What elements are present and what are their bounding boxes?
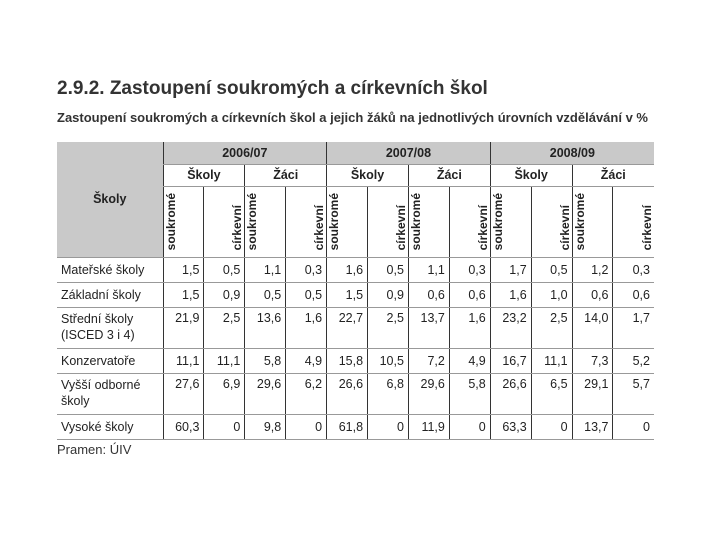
value-cell: 10,5 [368,348,409,373]
value-cell: 13,7 [408,307,449,348]
row-label: Základní školy [57,282,163,307]
value-cell: 0 [613,414,654,439]
value-cell: 6,9 [204,373,245,414]
value-cell: 1,7 [613,307,654,348]
value-cell: 4,9 [449,348,490,373]
value-cell: 29,6 [245,373,286,414]
source-note: Pramen: ÚIV [57,442,132,457]
subcol-header: církevní [368,186,409,257]
corner-header: Školy [57,142,163,257]
value-cell: 14,0 [572,307,613,348]
value-cell: 5,7 [613,373,654,414]
value-cell: 0,6 [613,282,654,307]
value-cell: 2,5 [204,307,245,348]
table-row [57,257,654,282]
row-label: Vysoké školy [57,414,163,439]
value-cell: 0 [286,414,327,439]
value-cell: 0,6 [408,282,449,307]
subcol-header: církevní [531,186,572,257]
value-cell: 16,7 [490,348,531,373]
group-header: Žáci [245,164,327,186]
group-header: Žáci [408,164,490,186]
year-header: 2007/08 [327,142,491,164]
group-header: Školy [327,164,409,186]
value-cell: 0,3 [449,257,490,282]
subcol-header: soukromé [245,186,286,257]
table-row [57,282,654,307]
value-cell: 9,8 [245,414,286,439]
value-cell: 7,3 [572,348,613,373]
value-cell: 1,1 [245,257,286,282]
group-header: Školy [163,164,245,186]
subcol-header: církevní [449,186,490,257]
value-cell: 0,3 [613,257,654,282]
value-cell: 1,6 [327,257,368,282]
value-cell: 6,2 [286,373,327,414]
value-cell: 11,1 [531,348,572,373]
value-cell: 11,1 [163,348,204,373]
value-cell: 0,5 [245,282,286,307]
row-label: Střední školy (ISCED 3 i 4) [57,307,163,348]
value-cell: 2,5 [531,307,572,348]
value-cell: 2,5 [368,307,409,348]
value-cell: 1,5 [163,282,204,307]
value-cell: 0 [449,414,490,439]
value-cell: 23,2 [490,307,531,348]
value-cell: 1,5 [327,282,368,307]
value-cell: 0 [204,414,245,439]
row-label: Konzervatoře [57,348,163,373]
value-cell: 29,1 [572,373,613,414]
value-cell: 0 [531,414,572,439]
value-cell: 7,2 [408,348,449,373]
table-row [57,348,654,373]
value-cell: 0,5 [286,282,327,307]
subcol-header: soukromé [327,186,368,257]
row-label: Mateřské školy [57,257,163,282]
value-cell: 5,8 [449,373,490,414]
value-cell: 0,5 [204,257,245,282]
value-cell: 11,1 [204,348,245,373]
value-cell: 0,9 [204,282,245,307]
value-cell: 26,6 [327,373,368,414]
value-cell: 60,3 [163,414,204,439]
value-cell: 1,1 [408,257,449,282]
group-header: Školy [490,164,572,186]
value-cell: 1,5 [163,257,204,282]
value-cell: 0,6 [449,282,490,307]
section-title: 2.9.2. Zastoupení soukromých a církevních škol [57,78,488,99]
table-row [57,414,654,439]
value-cell: 6,8 [368,373,409,414]
year-header: 2008/09 [490,142,654,164]
value-cell: 1,2 [572,257,613,282]
value-cell: 0,6 [572,282,613,307]
value-cell: 11,9 [408,414,449,439]
subcol-header: soukromé [490,186,531,257]
value-cell: 26,6 [490,373,531,414]
table-caption: Zastoupení soukromých a církevních škol a jejich žáků na jednotlivých úrovních vzdělávání v % [57,110,648,125]
data-table [57,142,654,440]
value-cell: 1,7 [490,257,531,282]
subcol-header: církevní [204,186,245,257]
value-cell: 4,9 [286,348,327,373]
value-cell: 61,8 [327,414,368,439]
value-cell: 1,6 [449,307,490,348]
value-cell: 13,7 [572,414,613,439]
table-row [57,307,654,348]
value-cell: 21,9 [163,307,204,348]
value-cell: 15,8 [327,348,368,373]
subcol-header: církevní [613,186,654,257]
value-cell: 27,6 [163,373,204,414]
subcol-header: soukromé [163,186,204,257]
value-cell: 0,5 [368,257,409,282]
value-cell: 1,6 [286,307,327,348]
value-cell: 5,2 [613,348,654,373]
value-cell: 1,0 [531,282,572,307]
value-cell: 1,6 [490,282,531,307]
row-label: Vyšší odborné školy [57,373,163,414]
value-cell: 13,6 [245,307,286,348]
value-cell: 6,5 [531,373,572,414]
value-cell: 0,5 [531,257,572,282]
table-row [57,373,654,414]
value-cell: 63,3 [490,414,531,439]
value-cell: 0,9 [368,282,409,307]
subcol-header: soukromé [408,186,449,257]
value-cell: 0 [368,414,409,439]
value-cell: 22,7 [327,307,368,348]
value-cell: 29,6 [408,373,449,414]
subcol-header: soukromé [572,186,613,257]
value-cell: 5,8 [245,348,286,373]
value-cell: 0,3 [286,257,327,282]
group-header: Žáci [572,164,654,186]
year-header: 2006/07 [163,142,327,164]
subcol-header: církevní [286,186,327,257]
